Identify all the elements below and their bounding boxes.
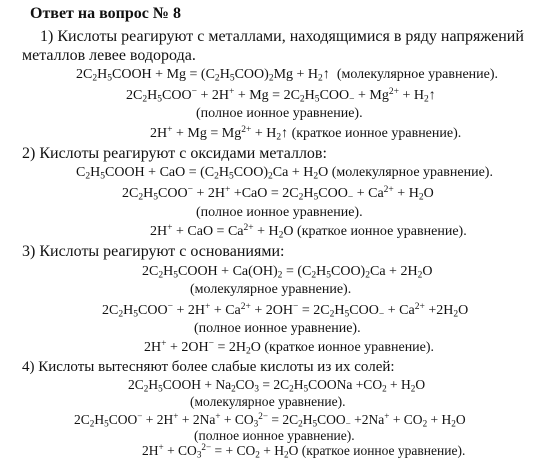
section-3-header: 3) Кислоты реагируют с основаниями:	[22, 243, 285, 260]
equation-note: (полное ионное уравнение).	[194, 428, 355, 443]
section-1-header-line-2: металлов левее водорода.	[22, 47, 196, 64]
equation-note: (полное ионное уравнение).	[194, 321, 361, 336]
equation: $2C_2H_5COOH + Ca(OH)_2 = (C_2H_5COO)_2Ca + 2H_2O$	[142, 264, 433, 281]
equation: $2C_2H_5COO^- + 2H^+ + 2Na^+ + CO_3^{2-} = 2C_2H_5COO_- +2Na^+ + CO_2 + H_2O$	[74, 410, 466, 429]
section-4-header: 4) Кислоты вытесняют более слабые кислоты из их солей:	[22, 359, 395, 375]
section-1-header-line-1: 1) Кислоты реагируют с металлами, находящимися в ряду напряжений	[40, 28, 524, 45]
equation: $C_2H_5COOH$ + CaO = $(C_2H_5COO)_2Ca + H_2O$ (молекулярное уравнение).	[76, 165, 493, 182]
equation-note: (полное ионное уравнение).	[196, 106, 363, 121]
equation: $2C_2H_5COO^- + 2H^+ + Mg = 2C_2H_5COO_- + Mg^{2+}$ + $H_2↑$	[126, 86, 436, 105]
equation: $2C_2H_5COO^- + 2H^+ +CaO = 2C_2H_5COO_- + Ca^{2+} + H_2O$	[122, 184, 434, 203]
page-title: Ответ на вопрос № 8	[30, 5, 181, 22]
equation: $2H^+ + Mg = Mg^{2+}$ + $H_2↑$ (краткое ионное уравнение).	[150, 124, 462, 143]
equation: 2H+ + CaO = $Ca^{2+} + H_2O$ (краткое ионное уравнение).	[150, 222, 467, 241]
equation-note: (молекулярное уравнение).	[190, 394, 346, 409]
equation: $2H^+ + CO_3^{2-}$ = + $CO_2 + H_2O$ (краткое ионное уравнение).	[142, 441, 466, 460]
equation-note: (полное ионное уравнение).	[196, 205, 363, 220]
equation: $2H^+ + 2OH^- = 2H_2O$ (краткое ионное уравнение).	[144, 338, 435, 357]
equation-note: (молекулярное уравнение).	[190, 282, 352, 297]
equation: $2C_2H_5COOH + Na_2CO_3$ = $2C_2H_5COONa +CO_2 + H_2O$	[128, 377, 426, 394]
equation: $2C_2H_5COOH + Mg = (C_2H_5COO)_2Mg$ + $H_2↑$ (молекулярное уравнение).	[76, 67, 499, 84]
section-2-header: 2) Кислоты реагируют с оксидами металлов:	[22, 145, 327, 162]
equation: $2C_2H_5COO^- + 2H^+ + Ca^{2+} + 2OH^- = 2C_2H_5COO_- + Ca^{2+} +2H_2O$	[102, 301, 469, 320]
